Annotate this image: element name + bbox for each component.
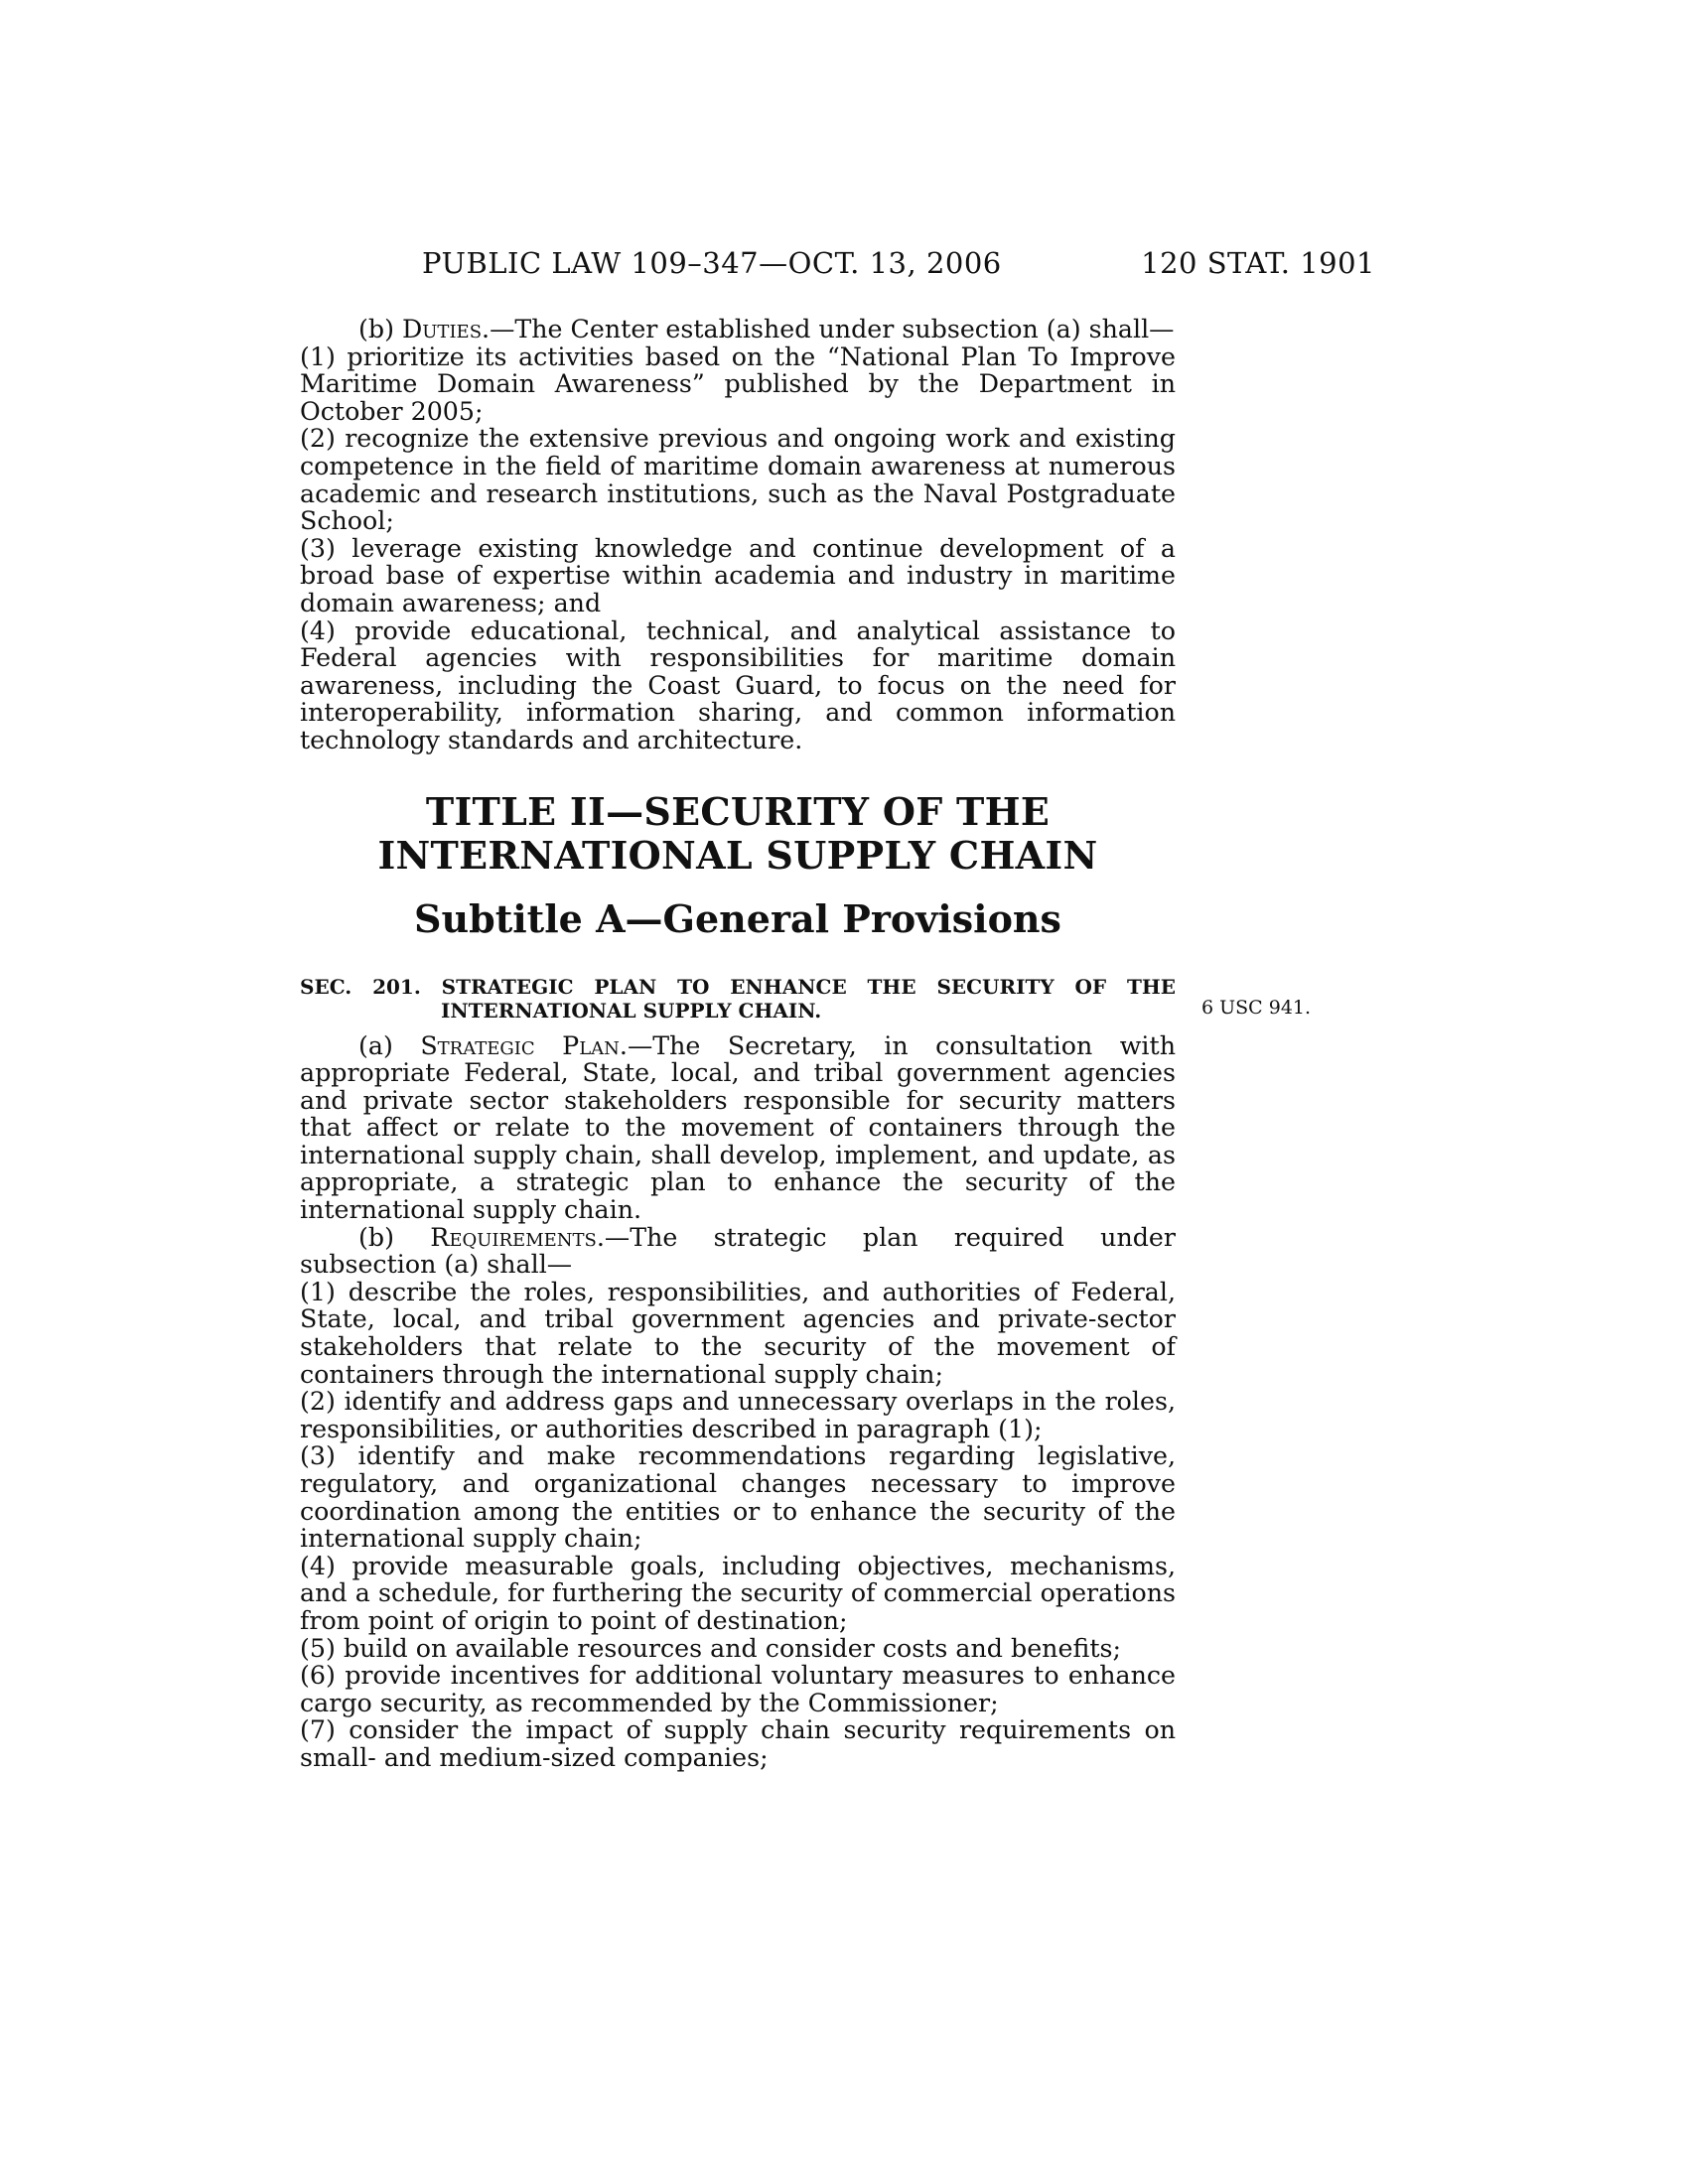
list-item: (4) provide educational, technical, and analytical assistance to Federal agencies with responsibilities for maritime domain awareness, including the Coast Guard, to focus on the need for interoperability, information sharing, and common information technology standards and architecture.	[300, 615, 1176, 754]
list-item: (1) describe the roles, responsibilities, and authorities of Federal, State, local, and tribal government agencies and private-sector stakeholders that relate to the security of the movement of containers through the international supply chain;	[300, 1277, 1176, 1389]
list-item: (5) build on available resources and consider costs and benefits;	[300, 1633, 1121, 1663]
list-item: (2) identify and address gaps and unnecessary overlaps in the roles, responsibilities, or authorities described in paragraph (1);	[300, 1387, 1176, 1443]
duties-heading: Duties	[401, 315, 483, 343]
main-text-column	[300, 316, 1176, 1772]
requirements-heading: Requirements	[430, 1222, 597, 1252]
title-heading: TITLE II—SECURITY OF THE INTERNATIONAL SUPPLY CHAIN	[377, 788, 1098, 878]
duties-intro: (b) Duties.—The Center established under subsection (a) shall—	[358, 315, 1175, 343]
list-item: (3) identify and make recommendations regarding legislative, regulatory, and organizational changes necessary to improve coordination among the entities or to enhance the security of the international supply chain;	[300, 1441, 1176, 1554]
stat-page-number: 120 STAT. 1901	[1141, 246, 1375, 280]
subtitle-heading: Subtitle A—General Provisions	[414, 895, 1061, 941]
list-item: (1) prioritize its activities based on the “National Plan To Improve Maritime Domain Awareness” published by the Department in October 2005;	[300, 341, 1176, 426]
page-header	[298, 246, 1375, 286]
requirements-list	[300, 1279, 1176, 1772]
duties-list	[300, 343, 1176, 754]
margin-citation: 6 USC 941.	[1201, 997, 1312, 1019]
list-item: (4) provide measurable goals, including objectives, mechanisms, and a schedule, for furthering the security of commercial operations from point of origin to point of destination;	[300, 1551, 1176, 1635]
section-heading: SEC. 201. STRATEGIC PLAN TO ENHANCE THE SECURITY OF THE INTERNATIONAL SUPPLY CHAIN.	[300, 974, 1176, 1023]
list-item: (3) leverage existing knowledge and continue development of a broad base of expertise within academia and industry in maritime domain awareness; and	[300, 533, 1176, 617]
strategic-plan-heading: Strategic Plan	[420, 1030, 620, 1060]
list-item: (2) recognize the extensive previous and ongoing work and existing competence in the field of maritime domain awareness at numerous academic and research institutions, such as the Naval Postgraduate School;	[300, 424, 1176, 536]
subsection-b: (b) Requirements.—The strategic plan required under subsection (a) shall—	[300, 1222, 1176, 1280]
subsection-a: (a) Strategic Plan.—The Secretary, in consultation with appropriate Federal, State, local, and tribal government agencies and private sector stakeholders responsible for security matters that affect or relate to the movement of containers through the international supply chain, shall develop, implement, and update, as appropriate, a strategic plan to enhance the security of the international supply chain.	[300, 1030, 1176, 1225]
running-title: PUBLIC LAW 109–347—OCT. 13, 2006	[422, 246, 1002, 280]
list-item: (6) provide incentives for additional voluntary measures to enhance cargo security, as recommended by the Commissioner;	[300, 1661, 1176, 1717]
list-item: (7) consider the impact of supply chain security requirements on small- and medium-sized companies;	[300, 1715, 1176, 1772]
